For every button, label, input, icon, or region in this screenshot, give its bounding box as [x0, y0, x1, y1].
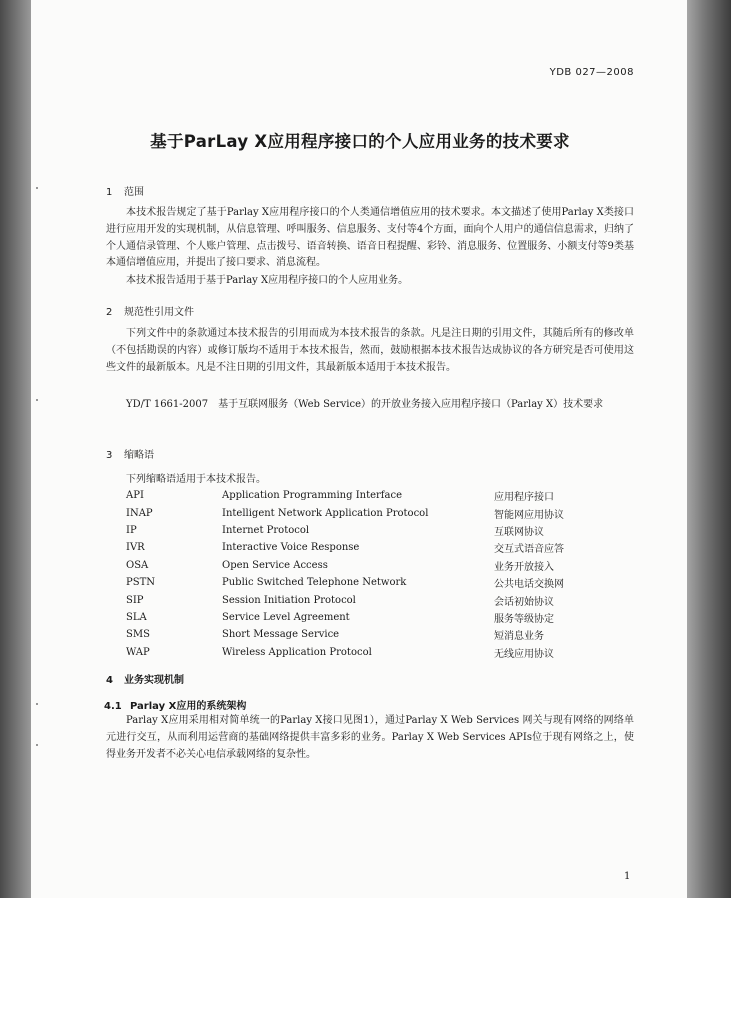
table-row — [126, 522, 564, 539]
section-title: 业务实现机制 — [124, 675, 184, 686]
english-term: Internet Protocol — [222, 524, 310, 536]
abbreviation: IP — [126, 524, 137, 536]
page-number: 1 — [624, 871, 631, 882]
scan-speck — [36, 187, 38, 189]
section-2-paragraph-1: 下列文件中的条款通过本技术报告的引用而成为本技术报告的条款。凡是注日期的引用文件，其随后所有的修改单（不包括勘误的内容）或修订版均不适用于本技术报告，然而，鼓励根据本技术报告达成协议的各方研究是否可使用这些文件的最新版本。凡是不注日期的引用文件，其最新版本适用于本技术报告。 — [106, 328, 634, 373]
section-number: 4.1 — [104, 701, 122, 712]
section-title: 规范性引用文件 — [124, 307, 194, 318]
table-row — [126, 609, 564, 626]
section-2-heading — [106, 303, 194, 318]
table-row — [126, 591, 564, 608]
section-4-1-heading — [104, 697, 246, 712]
table-row — [126, 504, 564, 521]
blank-area — [0, 898, 731, 1024]
abbreviation: API — [126, 490, 144, 502]
chinese-term: 互联网协议 — [494, 526, 544, 538]
english-term: Public Switched Telephone Network — [222, 577, 407, 589]
chinese-term: 交互式语音应答 — [494, 544, 564, 556]
section-1-paragraph-1: 本技术报告规定了基于Parlay X应用程序接口的个人类通信增值应用的技术要求。本文描述了使用Parlay X类接口进行应用开发的实现机制，从信息管理、呼叫服务、信息服务、支付等4个方面，面向个人用户的通信信息需求，归纳了个人通信录管理、个人账户管理、点击拨号、语音转换、语音日程提醒、彩铃、消息服务、位置服务、小额支付等9类基本通信增值应用，并提出了接口要求、消息流程。 — [106, 207, 634, 269]
abbreviations-intro: 下列缩略语适用于本技术报告。 — [126, 474, 266, 485]
english-term: Session Initiation Protocol — [222, 594, 356, 606]
table-row — [126, 574, 564, 591]
section-title: 范围 — [124, 187, 144, 198]
chinese-term: 服务等级协定 — [494, 613, 554, 625]
chinese-term: 会话初始协议 — [494, 596, 554, 608]
table-row — [126, 626, 564, 643]
chinese-term: 业务开放接入 — [494, 561, 554, 573]
chinese-term: 应用程序接口 — [494, 492, 554, 504]
abbreviation: SIP — [126, 594, 144, 606]
chinese-term: 无线应用协议 — [494, 648, 554, 660]
english-term: Application Programming Interface — [222, 490, 402, 502]
section-1-paragraph-2: 本技术报告适用于基于Parlay X应用程序接口的个人应用业务。 — [126, 275, 409, 286]
scan-speck — [36, 399, 38, 401]
section-number: 3 — [106, 450, 113, 461]
scan-speck — [36, 703, 38, 705]
section-4-heading — [106, 671, 184, 686]
scan-left-margin — [0, 0, 31, 898]
abbreviations-table — [126, 487, 564, 661]
document-title: 基于ParLay X应用程序接口的个人应用业务的技术要求 — [150, 132, 570, 151]
english-term: Open Service Access — [222, 559, 328, 571]
scan-speck — [36, 744, 38, 746]
english-term: Service Level Agreement — [222, 611, 350, 623]
section-3-heading — [106, 446, 154, 461]
abbreviation: SLA — [126, 611, 147, 623]
table-row — [126, 644, 564, 661]
abbreviation: IVR — [126, 542, 145, 554]
section-4-1-paragraph-1: Parlay X应用采用相对简单统一的Parlay X接口见图1），通过Parlay X Web Services 网关与现有网络的网络单元进行交互，从而利用运营商的基础网络提供丰富多彩的业务。Parlay X Web Services APIs位于现有网络之上，使得业务开发者不必关心电信承载网络的复杂性。 — [106, 715, 634, 760]
abbreviation: INAP — [126, 507, 153, 519]
abbreviation: PSTN — [126, 577, 155, 589]
chinese-term: 公共电话交换网 — [494, 579, 564, 591]
section-number: 2 — [106, 307, 113, 318]
chinese-term: 智能网应用协议 — [494, 509, 564, 521]
table-row — [126, 487, 564, 504]
section-1-heading — [106, 183, 144, 198]
abbreviation: SMS — [126, 629, 150, 641]
document-code: YDB 027—2008 — [549, 67, 634, 78]
chinese-term: 短消息业务 — [494, 631, 544, 643]
english-term: Short Message Service — [222, 629, 340, 641]
table-row — [126, 557, 564, 574]
abbreviation: OSA — [126, 559, 149, 571]
english-term: Interactive Voice Response — [222, 542, 360, 554]
section-title: Parlay X应用的系统架构 — [130, 701, 247, 712]
section-2-reference: YD/T 1661-2007 基于互联网服务（Web Service）的开放业务接入应用程序接口（Parlay X）技术要求 — [126, 399, 604, 410]
table-row — [126, 539, 564, 556]
scan-right-margin — [687, 0, 731, 898]
english-term: Intelligent Network Application Protocol — [222, 507, 429, 519]
section-title: 缩略语 — [124, 450, 154, 461]
english-term: Wireless Application Protocol — [222, 646, 372, 658]
abbreviation: WAP — [126, 646, 150, 658]
section-number: 1 — [106, 187, 113, 198]
section-number: 4 — [106, 675, 113, 686]
